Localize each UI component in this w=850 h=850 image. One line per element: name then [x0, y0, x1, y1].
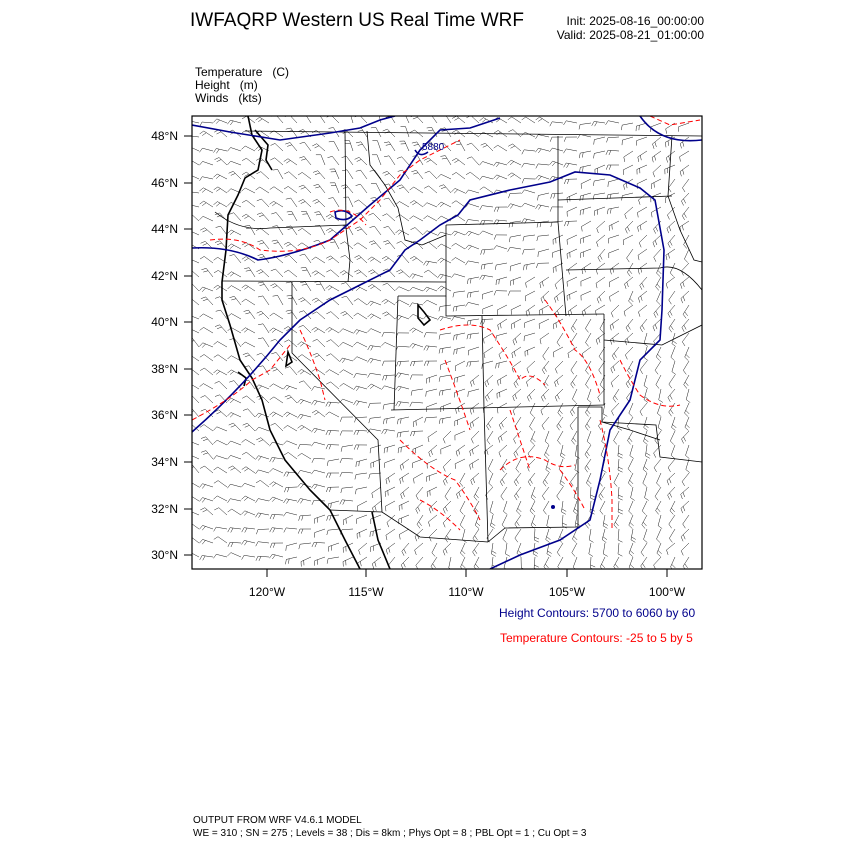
valid-time: Valid: 2025-08-21_01:00:00 — [556, 28, 704, 42]
lat-label: 42°N — [151, 269, 178, 283]
lon-label: 105°W — [548, 585, 586, 599]
lat-label: 48°N — [151, 129, 178, 143]
temperature-contour-legend: Temperature Contours: -25 to 5 by 5 — [500, 631, 693, 645]
gulf-california — [372, 512, 390, 569]
field-name: Winds — [195, 91, 229, 105]
lat-label: 32°N — [151, 502, 178, 516]
field-unit: (kts) — [238, 91, 262, 105]
great-salt-lake — [418, 305, 430, 325]
temperature-contour — [560, 470, 585, 510]
height-contour — [192, 116, 395, 140]
temperature-contour — [650, 116, 700, 125]
lat-label: 44°N — [151, 222, 178, 236]
lon-axis — [267, 569, 667, 577]
temperature-contour — [400, 440, 480, 520]
height-contour-label: 5880 — [422, 142, 445, 153]
model-output-line: OUTPUT FROM WRF V4.6.1 MODEL — [193, 815, 362, 826]
az-nm-border — [484, 408, 488, 542]
model-config-line: WE = 310 ; SN = 275 ; Levels = 38 ; Dis = 8km ; Phys Opt = 8 ; PBL Opt = 1 ; Cu Opt = 3 — [193, 828, 587, 839]
mn-border — [668, 136, 702, 262]
ut-co-border — [482, 316, 484, 408]
lat-label: 30°N — [151, 548, 178, 562]
lat-label: 40°N — [151, 315, 178, 329]
lake-tahoe — [286, 352, 292, 366]
coastline — [222, 116, 430, 569]
lat-label: 38°N — [151, 362, 178, 376]
lon-label: 115°W — [348, 585, 384, 599]
temperature-contour — [500, 457, 575, 470]
temperature-contour — [440, 325, 545, 385]
lat-label: 46°N — [151, 176, 178, 190]
lon-labels — [249, 585, 686, 599]
id-wa-border — [345, 131, 346, 228]
height-contour-legend: Height Contours: 5700 to 6060 by 60 — [499, 606, 696, 620]
lat-label: 34°N — [151, 455, 178, 469]
az-mexico-border — [330, 510, 488, 542]
lon-label: 120°W — [248, 585, 286, 599]
field-name: Temperature — [195, 65, 263, 79]
temperature-contour — [420, 500, 460, 530]
sd-ne-border — [566, 267, 702, 290]
height-contour — [640, 116, 702, 141]
lat-labels — [151, 129, 178, 562]
ok-panhandle-border — [578, 407, 702, 462]
field-name: Height — [195, 78, 230, 92]
or-id-border — [346, 228, 350, 282]
init-time: Init: 2025-08-16_00:00:00 — [566, 14, 704, 28]
height-low-marker — [551, 505, 555, 509]
wa-or-border — [215, 212, 346, 229]
field-unit: (m) — [239, 78, 258, 92]
lon-label: 110°W — [448, 585, 484, 599]
lon-label: 100°W — [648, 585, 686, 599]
plot-title: IWFAQRP Western US Real Time WRF — [190, 10, 524, 31]
wy-ne-border — [558, 222, 566, 316]
lat-label: 36°N — [151, 408, 178, 422]
north-42-border — [222, 281, 446, 282]
height-contour — [192, 172, 664, 569]
field-unit: (C) — [272, 65, 290, 79]
nm-tx-border — [488, 407, 578, 542]
wy-co-border — [446, 296, 604, 316]
height-contour — [192, 118, 500, 260]
temperature-contour — [445, 360, 470, 430]
pacific-coastline — [222, 116, 330, 510]
id-wy-border — [398, 225, 446, 296]
nv-ut-border — [394, 296, 398, 410]
lat-axis — [184, 136, 192, 555]
mt-wy-border — [446, 222, 558, 225]
